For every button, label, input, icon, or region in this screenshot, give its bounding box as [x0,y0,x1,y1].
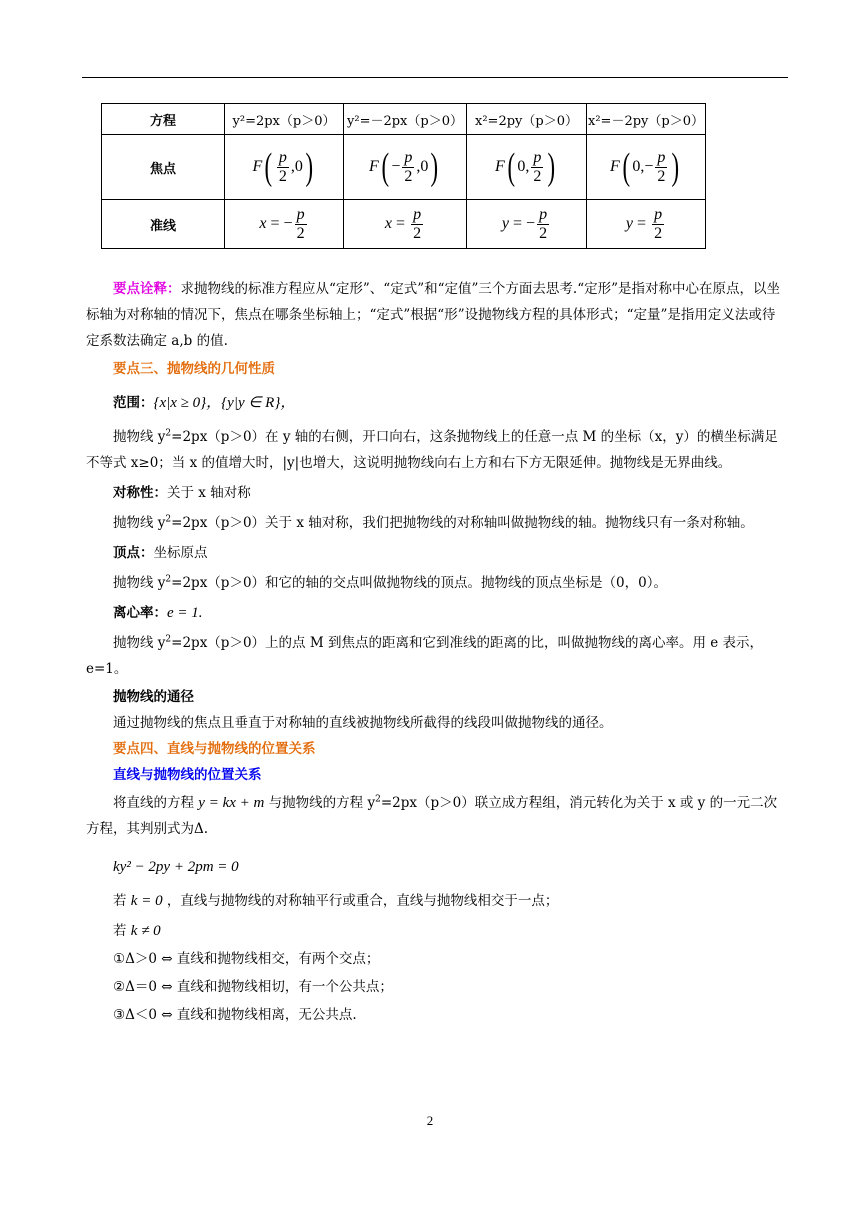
range-line [86,388,788,418]
text-fragment: 抛物线 y [113,515,166,531]
directrix-formula: y = $\frac{p}{2}$ [587,200,706,249]
explain-text: 求抛物线的标准方程应从“定形”、“定式”和“定值”三个方面去思考.“定形”是指对称中心在原点，以坐标轴为对称轴的情况下，焦点在哪条坐标轴上；“定式”根据“形”设抛物线方程的具体形式；“定量”是指用定义法或待定系数法确定 a,b 的值. [86,281,781,349]
text-fragment: 抛物线 y [113,635,166,651]
vertex-line [86,540,788,566]
vertex-text: =2px（p＞0）和它的轴的交点叫做抛物线的顶点。抛物线的顶点坐标是（0，0）。 [171,575,667,591]
section4-subtitle [86,762,788,788]
focus-formula: F ( 0,− $\frac{p}{2}$ ) [587,135,706,200]
sym-label: 对称性： [113,485,167,501]
table-row-focus [102,135,706,200]
chord-paragraph [86,710,788,736]
text-fragment: 抛物线 y [113,429,166,445]
case-kn0 [86,918,788,944]
ecc-text: =2px（p＞0）上的点 M 到焦点的距离和它到准线的距离的比，叫做抛物线的离心率。用 e 表示，e=1。 [86,635,764,677]
list-item [86,946,788,972]
case-item: ③Δ＜0 ⇔ 直线和抛物线相离，无公共点. [113,1007,357,1023]
vertex-value: 坐标原点 [153,545,208,561]
vertex-label: 顶点： [113,545,154,561]
range-formula: {x|x ≥ 0}，{y|y ∈ R}， [153,395,296,411]
table-header-cell: x²=－2py（p＞0） [587,104,706,135]
case-item: ②Δ＝0 ⇔ 直线和抛物线相切，有一个公共点； [113,979,393,995]
ecc-paragraph: 抛物线 $y^2=2px(p>0)$上的点 M 到焦点的距离和它到准线的距离的比，叫做抛物线的离心率。用 e 表示，e=1。 [86,634,764,677]
sym-value: 关于 x 轴对称 [167,485,251,501]
table-header-cell: y²=2px（p＞0） [225,104,344,135]
sym-paragraph: 抛物线 $y^2=2px(p>0)$关于 x 轴对称，我们把抛物线的对称轴叫做抛物线的轴。抛物线只有一条对称轴。 [113,514,754,531]
text-fragment: =2px（p＞0）联立成方程组，消元转化为关于 x 或 y 的一元二次方程，其判别式为Δ. [86,795,778,837]
range-text: =2px（p＞0）在 y 轴的右侧，开口向右，这条抛物线上的任意一点 M 的坐标（x，y）的横坐标满足不等式 x≥0；当 x 的值增大时，|y|也增大，这说明抛物线向右上方和右下方无限延伸。抛物线是无界曲线。 [86,429,778,471]
text-fragment: 若 [113,923,127,939]
equation-line [86,852,788,882]
directrix-formula: x = $\frac{p}{2}$ [344,200,467,249]
focus-formula: F ( 0, $\frac{p}{2}$ ) [467,135,587,200]
quadratic-equation: ky² − 2py + 2pm = 0 [113,859,239,875]
explain-paragraph [86,276,788,354]
k-formula: k = 0 [130,893,163,909]
header-rule [82,77,788,78]
range-label: 范围： [113,395,154,411]
ecc-formula: e = 1. [167,605,203,621]
list-item [86,1002,788,1028]
intro-paragraph: 将直线的方程 y = kx + m 与抛物线的方程 $y^2=2px(p>0)$联立成方程组，消元转化为关于 x 或 y 的一元二次方程，其判别式为Δ. [86,794,778,837]
ecc-line [86,600,788,626]
row-label: 准线 [102,200,225,249]
focus-formula: F ( $\frac{p}{2}$ ,0 ) [225,135,344,200]
main-text [86,276,788,1028]
line-formula: y = kx + m [198,795,265,811]
text-fragment: 与抛物线的方程 y [268,795,376,811]
case-k0 [86,888,788,914]
focus-formula: F ( − $\frac{p}{2}$ ,0 ) [344,135,467,200]
row-label: 焦点 [102,135,225,200]
k-formula: k ≠ 0 [130,923,161,939]
section4-heading: 要点四、直线与抛物线的位置关系 [113,741,316,757]
text-fragment: 若 [113,893,127,909]
vertex-paragraph: 抛物线 $y^2=2px(p>0)$和它的轴的交点叫做抛物线的顶点。抛物线的顶点坐标是（0，0）。 [113,574,667,591]
section4-title [86,736,788,762]
section3-title [86,356,788,382]
table-header-cell: y²=－2px（p＞0） [344,104,467,135]
section4-subheading: 直线与抛物线的位置关系 [113,767,262,783]
directrix-formula: y = − $\frac{p}{2}$ [467,200,587,249]
ecc-label: 离心率： [113,605,167,621]
table-header-row [102,104,706,135]
sym-text: =2px（p＞0）关于 x 轴对称，我们把抛物线的对称轴叫做抛物线的轴。抛物线只有一条对称轴。 [171,515,754,531]
section3-heading: 要点三、抛物线的几何性质 [113,361,275,377]
page-number: 2 [426,1113,434,1128]
explain-label: 要点诠释： [113,281,181,297]
range-paragraph: 抛物线 $y^2=2px(p>0)$在 y 轴的右侧，开口向右，这条抛物线上的任意一点 M 的坐标（x，y）的横坐标满足不等式 x≥0；当 x 的值增大时，|y|也增大，这说明抛物线向右上方和右下方无限延伸。抛物线是无界曲线。 [86,428,778,471]
parabola-table [101,103,706,249]
chord-heading: 抛物线的通径 [113,689,194,705]
text-fragment: ，直线与抛物线的对称轴平行或重合，直线与抛物线相交于一点； [166,893,559,909]
text-fragment: 抛物线 y [113,575,166,591]
table-header-cell: 方程 [102,104,225,135]
chord-text: 通过抛物线的焦点且垂直于对称轴的直线被抛物线所截得的线段叫做抛物线的通径。 [113,715,613,731]
case-item: ①Δ＞0 ⇔ 直线和抛物线相交，有两个交点； [113,951,380,967]
list-item [86,974,788,1000]
table-row-directrix [102,200,706,249]
text-fragment: 将直线的方程 [113,795,194,811]
directrix-formula: x = − $\frac{p}{2}$ [225,200,344,249]
sym-line [86,480,788,506]
chord-title [86,684,788,710]
table-header-cell: x²=2py（p＞0） [467,104,587,135]
